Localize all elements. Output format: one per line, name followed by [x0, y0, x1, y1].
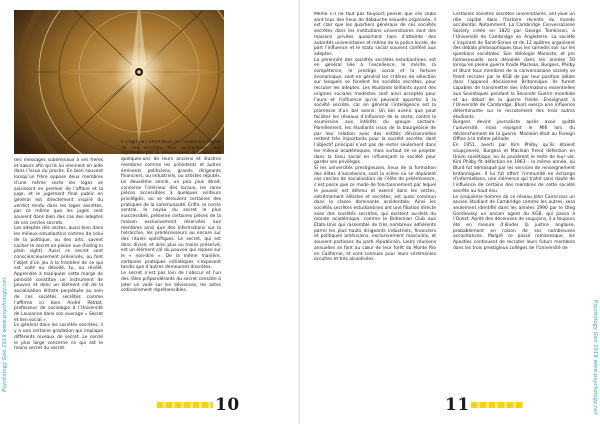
paragraph: Les adeptes des sectes, aussi bien dans les milieux estudiantins comme de celui de la politique, ou des arts, savent cacher le secret en pleine vue (hiding in plain sight). Aussi ce secret sont consciencieusement préservés, ou font l’objet d’un jeu à la frontière de ce qui est voilé ou dévoilé, tu, ou révélé. Apprendre à manipuler cette marge de porosité constitue un instrument de pouvoir et donc un élément clé de la socialisation élitiste perpétuée au sein de ces sociétés secrètes comme l’affirme ici bien André Petitat, professeur de sociologie à l’Université de Lausanne dans son ouvrage « Secret et lien social ».: [14, 226, 103, 323]
paragraph: Si les universités prestigieuses, lieux de la formation des élites d’excellence, sont la scène où se déploient ces cercles de socialisation de l’élite de prééminence, c’est parce que ce mode de fonctionnement par lequel le pouvoir est détenu et exercé dans les sectes, extrêmement élitistes et secrètes, est aussi commun dans la classe dominante occidentale. Ainsi les sociétés secrètes estudiantines ont une filiation directe avec des sociétés secrètes, qui existent au-delà du monde académique, comme le Bohemian Club aux États-Unis qui rassemble de très nombreux adhérents parmi les plus hauts dirigeants industriels, financiers et politiques américains, exclusivement masculins, et souvent partisans du parti républicain. Leurs réunions annuelles se font au cœur de leur forêt du Monte Rio en Californie, et sont connues pour leurs cérémonies occultes et très alcoolisées.: [314, 165, 436, 263]
paragraph: La pérennité des sociétés secrètes estudiantines, est en général liée à l’excellence, le mérite, la compétence, le prestige social et la fortune économique, sont en général les critères de sélection sur lesquels se fondent les sociétés secrètes, pour recruter les adeptes. Les étudiants brillants ayant des origines sociales modestes sont ainsi acceptés pour l’aura et l’influence qu’ils peuvent apporter à la société secrète, car en général l’intelligence est la promesse d’un bel avenir. Un bel avenir que peut faciliter les réseaux d’influence de la secte, contre la soumission aux intérêts du groupe sectaire. Pareillement, les étudiants issus de la bourgeoisie de par leur relation avec des entités décisionnelles restent très importants pour la société secrète, dont l’objectif principal n’est pas de rester seulement dans les milieux académiques, mais surtout de se projeter dans la tissu social en influençant la société pour garder ses privilèges.: [314, 57, 436, 166]
left-column-2: [121, 140, 221, 398]
right-column-2: [453, 12, 575, 392]
left-sidebar-text: Psychology Geo 2019 www.psychology.net: [2, 277, 8, 392]
right-page: [300, 0, 600, 424]
paragraph: Même s’il ne faut pas toujours penser que ces clubs sont tous des lieux de débauche sexuelle organisée, il est clair que les quartiers généraux de ces sociétés secrètes dans les institutions universitaires sont des maisons privées quasiment hors d’atteinte des autorités universitaires et même de la police locale, de part l’influence et le statu social souvent conféré aux adeptes.: [314, 12, 436, 57]
paragraph: En général dans les sociétés secrètes, il y a une certaine gradation qui implique différents niveaux de secret. Le cercle le plus large concerne ce qui est le moins secret du secret.: [14, 323, 103, 352]
compass-photo: [14, 10, 224, 154]
compass-illustration: [14, 10, 224, 154]
right-sidebar-text: Psychology Geo 2019 www.psychology.net: [592, 300, 598, 415]
right-column-1: [314, 12, 436, 392]
paragraph: Le secret n’est pas loin de l’obscur et l’un des rôles prépondérants du secret consiste à jeter un voile sur les déviances, les actes ordinairement répréhensibles.: [121, 271, 221, 294]
left-column-1: [14, 158, 103, 398]
paragraph: Burgess devint journaliste après avoir quitté l’université, mais rejoignit le MI6 lors du déclenchement de la guerre. Maclean était au Foreign Office à la même période.: [453, 120, 575, 143]
page-number-bar: [471, 402, 523, 408]
paragraph: Certaines sociétés secrètes universitaires, ont joué un rôle capital dans l’histoire récente du monde occidental. Notamment, La Cambridge Conversazione Society créée en 1820 par George Tomlinson, à l’Université de Cambridge en Angleterre. La société s’inspirant de Saint-Simon et de 12 apôtres organisent des débats philosophiques tous les samedis soir sur les questions sociétales. Son idéologie Marxiste, et pro homosexuelle sera dévoilée dans les années 50 lorsqu’en pleine guerre froide Maclean, Burgess, Philby et Blunt tous membres de la conversazione society se firent recruter par le KGB de par leur position idéale dans l’appareil décisionnel Britannique. Ils furent capables de transmettre des informations essentielles aux Soviétiques pendant la Seconde Guerre mondiale et au début de la guerre froide. Enseignant à l’Université de Cambridge, Blunt exerça une influence déterminante sur le recrutement des trois autres étudiants.: [453, 12, 575, 120]
page-number-bar: [157, 402, 213, 408]
page-number-right: 11: [445, 395, 470, 415]
paragraph: En 1951, averti par Kim Philby qu’ils étaient soupçonnés, Burgess et Maclean firent défection en Union soviétique, où ils passèrent le reste de leur vie. Kim Philby fit défection en 1963 – la même année, où Blunt fut démasqué par les services de renseignement britanniques. Il lui fut offert l’immunité en échange d’informations, une clémence qui trahit sans doute de l’influence de certains des membres de cette société secrète au haut lieu.: [453, 143, 575, 194]
page-number-left: 10: [215, 395, 240, 415]
paragraph: Le cinquième homme de ce réseau John Cairncross un ancien étudiant de Cambridge comme les autres, sera seulement identifié dans les années 1990 par le Oleg Gordievsky un ancien agent du KGB, qui passa à l’Ouest. Après des décennies de soupçons, il a toujours été en mesure d’éluder la justice anglaise, probablement en raison de ses nombreuses accointances. Malgré ce passé romanesque, les Apostles continuent de recruter leurs futurs membres dans les trois prestigieux collèges de l’Université de: [453, 194, 575, 251]
paragraph: des messages subliminaux à ses frères et sœurs afin qu’ils lui viennent en aide dans l’issue du procès. En bien souvent lorsqu’un frère oppose deux membres d’une même secte les loges se saisissent en premier de l’affaire et la juge, et le jugement final public en général est directement inspiré du verdict rendu dans les loges secrètes, par ce même que les juges sont souvent dans bien des cas des adeptes de ces cercles secrets.: [14, 158, 103, 226]
paragraph: Il s’agit de l’affirmation de l’existence même de ces sociétés, leur localisation, leur réputation par le dévoilement des noms de quelques-uns de leurs anciens et illustres membres comme les présidents et autres éminents politiciens, grands dirigeants financiers, ou industriels, ou artistes réputés. Le deuxième cercle, un peu plus étroit, concerne l’intérieur des locaux, les rares pièces accessibles à quelques visiteurs privilégiés, où se déroulent certaines des pratiques de la communauté. Enfin, le cercle central, le noyau du secret le plus inaccessible, préserve certaines pièces de la maison exclusivement réservées aux membres ainsi que des informations sur la hiérarchie, les prédécesseurs ou encore sur des rituels spécifiques. Le secret, qui est donc divisé, et ainsi plus ou moins préservé, est un élément clé du pouvoir qui repose sur le « non-dire ». De la même manière, certaines pratiques initiatiques s’exposent tandis que d’autres demeurent discrètes.: [121, 140, 221, 271]
